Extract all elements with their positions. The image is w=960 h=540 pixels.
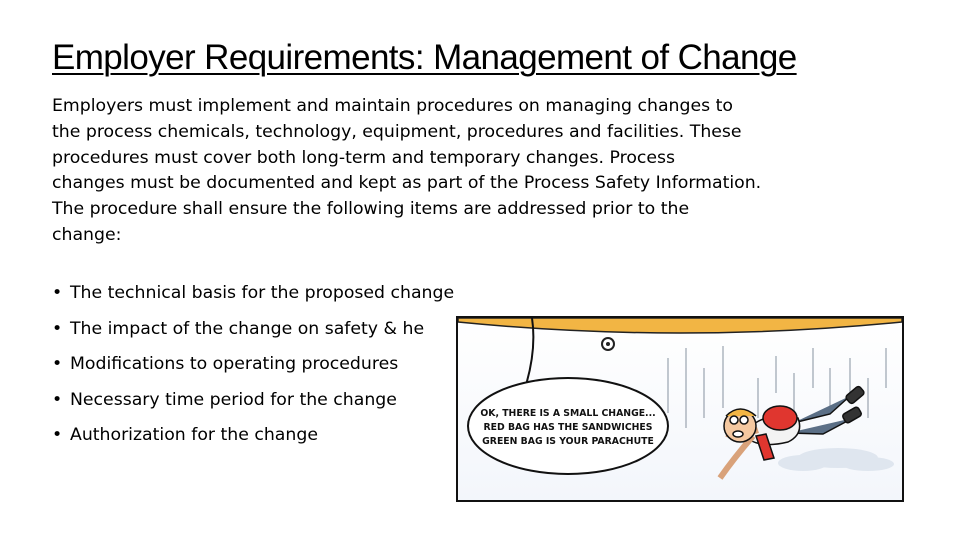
speech-bubble [468,318,668,474]
body-paragraph [52,94,872,249]
body-line: procedures must cover both long-term and temporary changes. Process [52,147,676,168]
bullet-item: • Authorization for the change [52,422,454,458]
body-line: The procedure shall ensure the following items are addressed prior to the [52,199,690,220]
bullet-item: • Necessary time period for the change [52,387,454,423]
body-line: the process chemicals, technology, equipment, procedures and facilities. These [52,121,742,142]
bullet-list [52,280,454,458]
bullet-item: • The technical basis for the proposed change [52,280,454,316]
airplane-belly-icon [458,318,902,350]
speech-line: GREEN BAG IS YOUR PARACHUTE [482,436,654,447]
speech-line: OK, THERE IS A SMALL CHANGE... [480,408,656,419]
body-line: changes must be documented and kept as part of the Process Safety Information. [52,173,762,194]
bullet-item: • Modifications to operating procedures [52,351,454,387]
slide-title: Employer Requirements: Management of Change [52,38,797,77]
cartoon-image [456,316,904,502]
speech-line: RED BAG HAS THE SANDWICHES [483,422,653,433]
bullet-item: • The impact of the change on safety & he [52,316,454,352]
cloud-shape [778,448,894,471]
body-line: change: [52,224,122,245]
body-line: Employers must implement and maintain procedures on managing changes to [52,96,733,116]
